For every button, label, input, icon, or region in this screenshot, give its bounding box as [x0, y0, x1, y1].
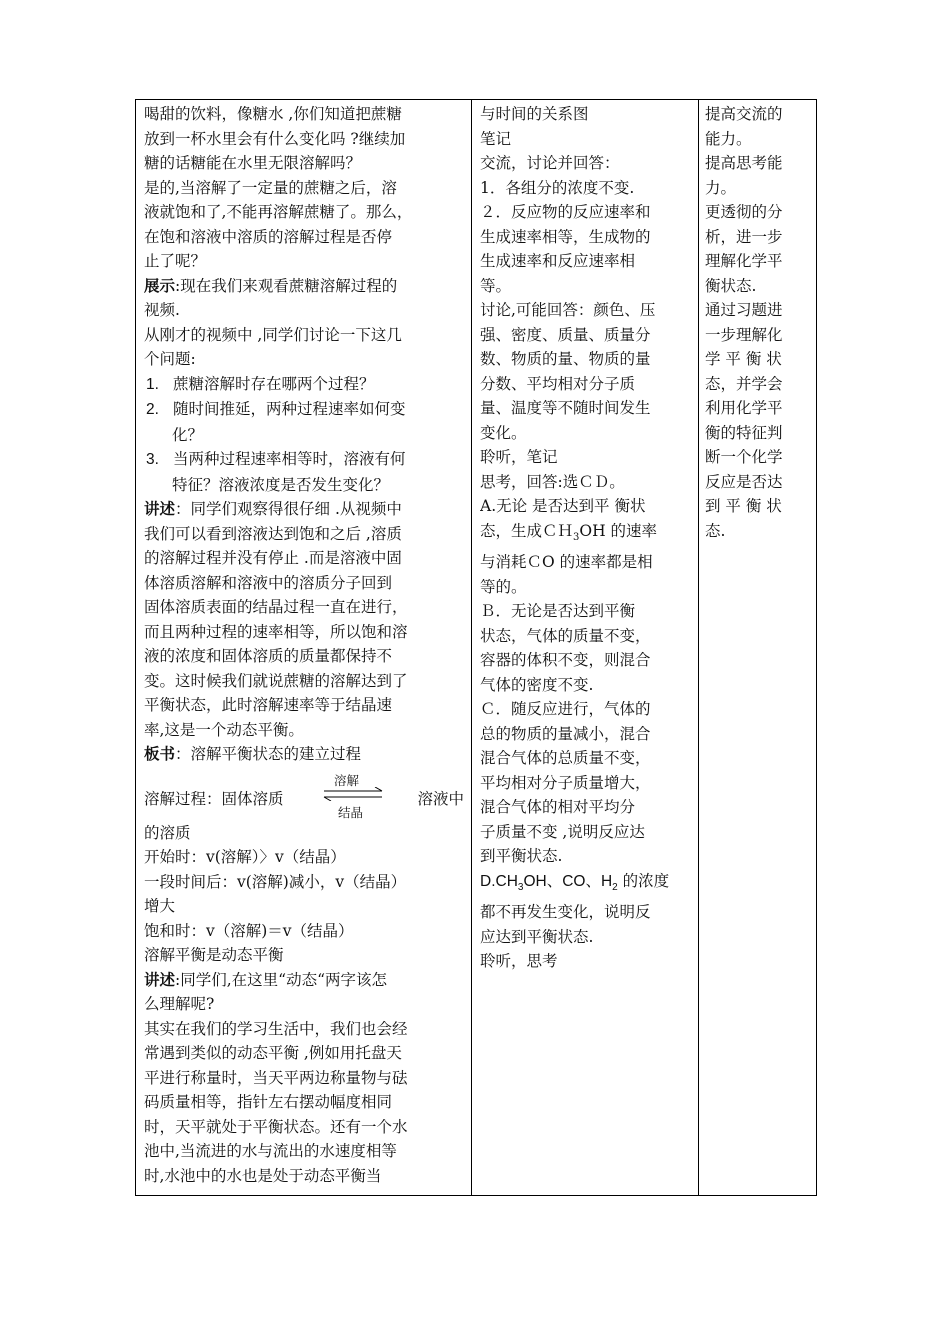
text-line: 一步理解化: [705, 325, 783, 344]
text-line: 而且两种过程的速率相等，所以饱和溶: [144, 622, 408, 641]
final-paragraph: [144, 1017, 464, 1189]
lecture-body: [144, 522, 464, 743]
answer-a-line-4: 等的。: [480, 577, 527, 596]
text-line: 其实在我们的学习生活中，我们也会经: [144, 1019, 408, 1038]
question-number: 2.: [146, 401, 159, 418]
saturated-rate: 饱和时：v（溶解)＝v（结晶）: [144, 921, 354, 940]
answer-d-sub2: 2: [612, 881, 618, 893]
answer-a-line-3: 与消耗ＣO 的速率都是相: [480, 553, 653, 571]
text-line: 提高思考能: [705, 154, 783, 172]
equation-left: 溶解过程：固体溶质: [144, 789, 284, 808]
text-line: Ｂ．无论是否达到平衡: [480, 602, 636, 620]
question-text: 蔗糖溶解时存在哪两个过程？: [172, 374, 375, 393]
answer-d-post: 的浓度: [617, 871, 670, 890]
text-line: 衡状态.: [705, 276, 757, 295]
question-text: 化？: [172, 425, 204, 444]
text-line: ２．反应物的反应速率和: [480, 203, 651, 221]
lecture-paragraph: [144, 497, 464, 522]
text-line: 码质量相等，指针左右摆动幅度相同: [144, 1093, 393, 1111]
text-line: 止了呢？: [144, 252, 207, 270]
arrow-label-crystallize: 结晶: [338, 804, 364, 820]
text-line: 从刚才的视频中 ,同学们讨论一下这几: [144, 325, 402, 344]
text-line: 混合气体的总质量不变，: [480, 749, 651, 767]
text-line: 析，进一步: [705, 227, 783, 246]
lecture2-first-line: :同学们,在这里“动态“两字该怎: [175, 970, 388, 989]
text-line: 混合气体的相对平均分: [480, 798, 636, 816]
text-line: 是的,当溶解了一定量的蔗糖之后，溶: [144, 178, 397, 197]
text-line: 衡的特征判: [705, 423, 783, 442]
answer-a-post: OH 的速率: [579, 521, 658, 540]
text-line: 反应是否达: [705, 472, 783, 491]
student-lines-b: [480, 599, 691, 869]
text-line: 平均相对分子质量增大，: [480, 773, 651, 792]
equation-continued: 的溶质: [144, 823, 191, 842]
text-line: 时,水池中的水也是处于动态平衡当: [144, 1166, 382, 1185]
lecture-label: 讲述: [144, 499, 176, 518]
show-text: :现在我们来观看蔗糖溶解过程的: [175, 276, 398, 295]
text-line: 变化。: [480, 423, 527, 442]
text-line: 力。: [705, 178, 737, 197]
text-line: 学 平 衡 状: [705, 350, 782, 368]
answer-a-pre: 态，生成ＣＨ: [480, 521, 574, 540]
question-item: [144, 447, 464, 473]
text-line: 应达到平衡状态.: [480, 927, 594, 946]
text-line: 量、温度等不随时间发生: [480, 399, 651, 417]
text-line: 讨论,可能回答：颜色、压: [480, 301, 656, 319]
text-line: 生成速率和反应速率相: [480, 252, 636, 270]
dissolution-equation: [144, 772, 464, 821]
question-text: 当两种过程速率相等时，溶液有何: [172, 450, 406, 468]
equilibrium-arrow-icon: [322, 787, 386, 801]
board-heading: [144, 742, 464, 767]
text-line: 态.: [705, 521, 726, 540]
answer-a-line-1: A.无论 是否达到平 衡状: [480, 497, 646, 515]
text-line: 总的物质的量减小，混合: [480, 724, 651, 743]
design-intent-column: [699, 100, 816, 1195]
text-line: 子质量不变 ,说明反应达: [480, 822, 645, 841]
after-rate-2: 增大: [144, 897, 176, 915]
text-line: 利用化学平: [705, 399, 783, 417]
text-line: 固体溶质表面的结晶过程一直在进行，: [144, 598, 408, 616]
text-line: Ｃ．随反应进行，气体的: [480, 700, 651, 718]
text-line: 思考，回答:选ＣＤ。: [480, 472, 625, 491]
text-line: 气体的密度不变.: [480, 675, 594, 694]
teacher-activity-column: [136, 100, 472, 1195]
question-number: 1.: [146, 375, 159, 393]
text-line: 理解化学平: [705, 252, 783, 270]
text-line: 聆听，笔记: [480, 448, 558, 466]
text-line: 强、密度、质量、质量分: [480, 325, 651, 344]
text-line: 放到一杯水里会有什么变化吗 ?继续加: [144, 129, 406, 148]
answer-d-pre: D.CH: [480, 872, 518, 890]
lesson-plan-table: [135, 99, 817, 1196]
text-line: 变。这时候我们就说蔗糖的溶解达到了: [144, 671, 408, 690]
answer-d-sub1: 3: [517, 881, 524, 893]
show-text-2: 视频.: [144, 301, 180, 319]
dynamic-statement: 溶解平衡是动态平衡: [144, 946, 284, 964]
text-line: 时，天平就处于平衡状态。还有一个水: [144, 1117, 408, 1136]
question-list: [144, 372, 464, 498]
text-line: 分数、平均相对分子质: [480, 374, 636, 393]
text-line: 到平衡状态.: [480, 847, 563, 865]
answer-a-line-2: [480, 519, 691, 551]
equation-right: 溶液中: [417, 789, 464, 808]
start-rate: 开始时：v(溶解）〉v（结晶）: [144, 848, 346, 866]
answer-d-line: [480, 869, 691, 901]
show-label: 展示: [144, 275, 176, 295]
text-line: 个问题:: [144, 350, 196, 368]
lecture2-paragraph: [144, 968, 464, 993]
text-line: 断一个化学: [705, 448, 783, 466]
answer-d-mid: OH、CO、H: [523, 872, 613, 890]
intro-paragraph: [144, 102, 464, 274]
lecture2-second-line: 么理解呢?: [144, 995, 215, 1013]
text-line: 平进行称量时，当天平两边称量物与砝: [144, 1068, 408, 1087]
show-paragraph: [144, 274, 464, 299]
question-item: [144, 423, 464, 448]
after-rate: 一段时间后：v(溶解)减小，v（结晶）: [144, 872, 407, 891]
text-line: 与时间的关系图: [480, 105, 589, 123]
board-text: ：溶解平衡状态的建立过程: [175, 745, 362, 763]
student-activity-column: [472, 100, 699, 1195]
text-line: 生成速率相等，生成物的: [480, 227, 651, 246]
reversible-arrow: [322, 772, 390, 821]
question-item: [144, 473, 464, 498]
text-line: 能力。: [705, 129, 752, 148]
question-text: 特征？溶液浓度是否发生变化？: [172, 475, 390, 494]
text-line: 常遇到类似的动态平衡 ,例如用托盘天: [144, 1044, 402, 1062]
text-line: 更透彻的分: [705, 203, 783, 221]
student-lines-c: [480, 900, 691, 974]
text-line: 液就饱和了,不能再溶解蔗糖了。那么，: [144, 203, 413, 221]
question-item: [144, 372, 464, 398]
discuss-paragraph: [144, 323, 464, 372]
question-number: 3.: [146, 451, 159, 468]
text-line: 到 平 衡 状: [705, 497, 782, 515]
lecture-first-line: ：同学们观察得很仔细 .从视频中: [175, 500, 402, 518]
text-line: 容器的体积不变，则混合: [480, 651, 651, 669]
arrow-label-dissolve: 溶解: [334, 772, 360, 788]
text-line: 等。: [480, 276, 512, 295]
text-line: 池中,当流进的水与流出的水速度相等: [144, 1142, 397, 1160]
text-line: 率,这是一个动态平衡。: [144, 720, 304, 739]
text-line: 喝甜的饮料，像糖水 ,你们知道把蔗糖: [144, 105, 402, 123]
text-line: 提高交流的: [705, 105, 783, 123]
text-line: 状态，气体的质量不变，: [480, 626, 651, 645]
text-line: 通过习题进: [705, 301, 783, 319]
text-line: 我们可以看到溶液达到饱和之后 ,溶质: [144, 524, 402, 543]
answer-a-subscript: 3: [573, 531, 580, 543]
question-item: [144, 397, 464, 423]
text-line: 态，并学会: [705, 374, 783, 393]
text-line: 交流，讨论并回答：: [480, 154, 620, 172]
text-line: 平衡状态，此时溶解速率等于结晶速: [144, 696, 393, 714]
text-line: 体溶质溶解和溶液中的溶质分子回到: [144, 573, 393, 592]
intent-lines: [705, 102, 810, 543]
text-line: 都不再发生变化，说明反: [480, 903, 651, 921]
text-line: 液的浓度和固体溶质的质量都保持不: [144, 647, 393, 665]
lecture2-label: 讲述: [144, 969, 176, 989]
text-line: 笔记: [480, 129, 512, 148]
text-line: 在饱和溶液中溶质的溶解过程是否停: [144, 227, 393, 246]
text-line: 1．各组分的浓度不变.: [480, 178, 635, 197]
text-line: 的溶解过程并没有停止 .而是溶液中固: [144, 549, 402, 567]
text-line: 数、物质的量、物质的量: [480, 350, 651, 368]
board-label: 板书: [144, 744, 176, 763]
text-line: 糖的话糖能在水里无限溶解吗？: [144, 154, 362, 172]
text-line: 聆听，思考: [480, 952, 558, 970]
question-text: 随时间推延，两种过程速率如何变: [172, 400, 406, 418]
student-lines-a: [480, 102, 691, 494]
